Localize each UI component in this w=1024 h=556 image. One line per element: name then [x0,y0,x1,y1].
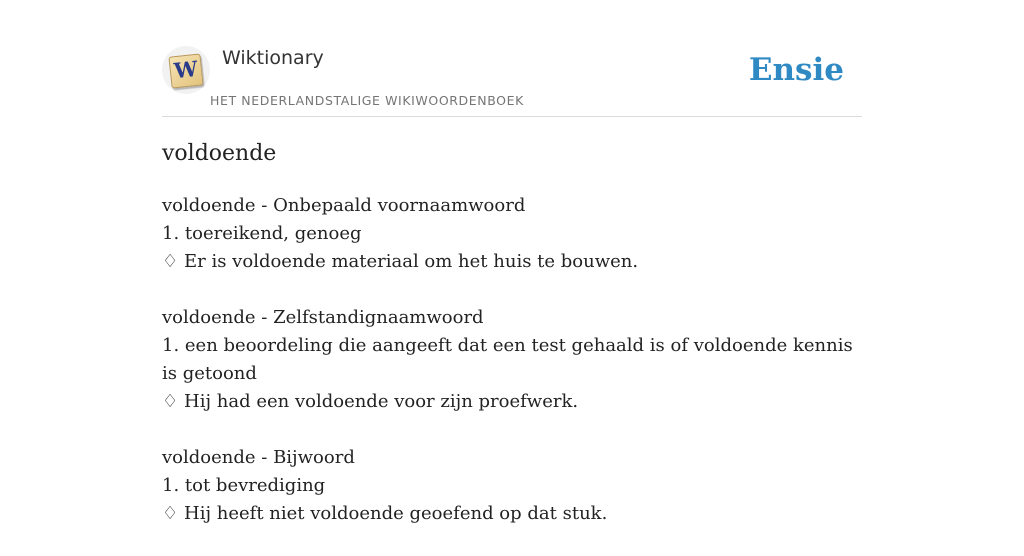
page-title: voldoende [162,141,277,166]
brand-link[interactable]: Ensie [748,52,844,88]
entry [162,304,862,416]
entry-heading: voldoende - Onbepaald voornaamwoord [162,195,526,216]
example-text: Hij heeft niet voldoende geoefend op dat stuk. [184,503,608,524]
wiktionary-logo-icon[interactable] [162,46,210,94]
entry-example [162,248,862,276]
logo-letter: W [172,55,199,84]
entry [162,192,862,276]
example-text: Er is voldoende materiaal om het huis te bouwen. [184,251,639,272]
entry-example [162,388,862,416]
site-tagline: HET NEDERLANDSTALIGE WIKIWOORDENBOEK [210,93,524,108]
entries-list [162,192,862,528]
diamond-icon: ♢ [162,503,179,524]
example-text: Hij had een voldoende voor zijn proefwerk. [184,391,579,412]
header [162,0,862,117]
entry-definition: 1. tot bevrediging [162,475,326,496]
diamond-icon: ♢ [162,251,179,272]
main-content [162,137,862,556]
entry-heading: voldoende - Bijwoord [162,447,355,468]
entry-definition: 1. een beoordeling die aangeeft dat een test gehaald is of voldoende kennis is getoond [162,335,853,384]
entry [162,444,862,528]
diamond-icon: ♢ [162,391,179,412]
entry-heading: voldoende - Zelfstandignaamwoord [162,307,484,328]
logo-tile [168,53,203,88]
site-name[interactable]: Wiktionary [222,47,324,69]
entry-definition: 1. toereikend, genoeg [162,223,362,244]
entry-example [162,500,862,528]
